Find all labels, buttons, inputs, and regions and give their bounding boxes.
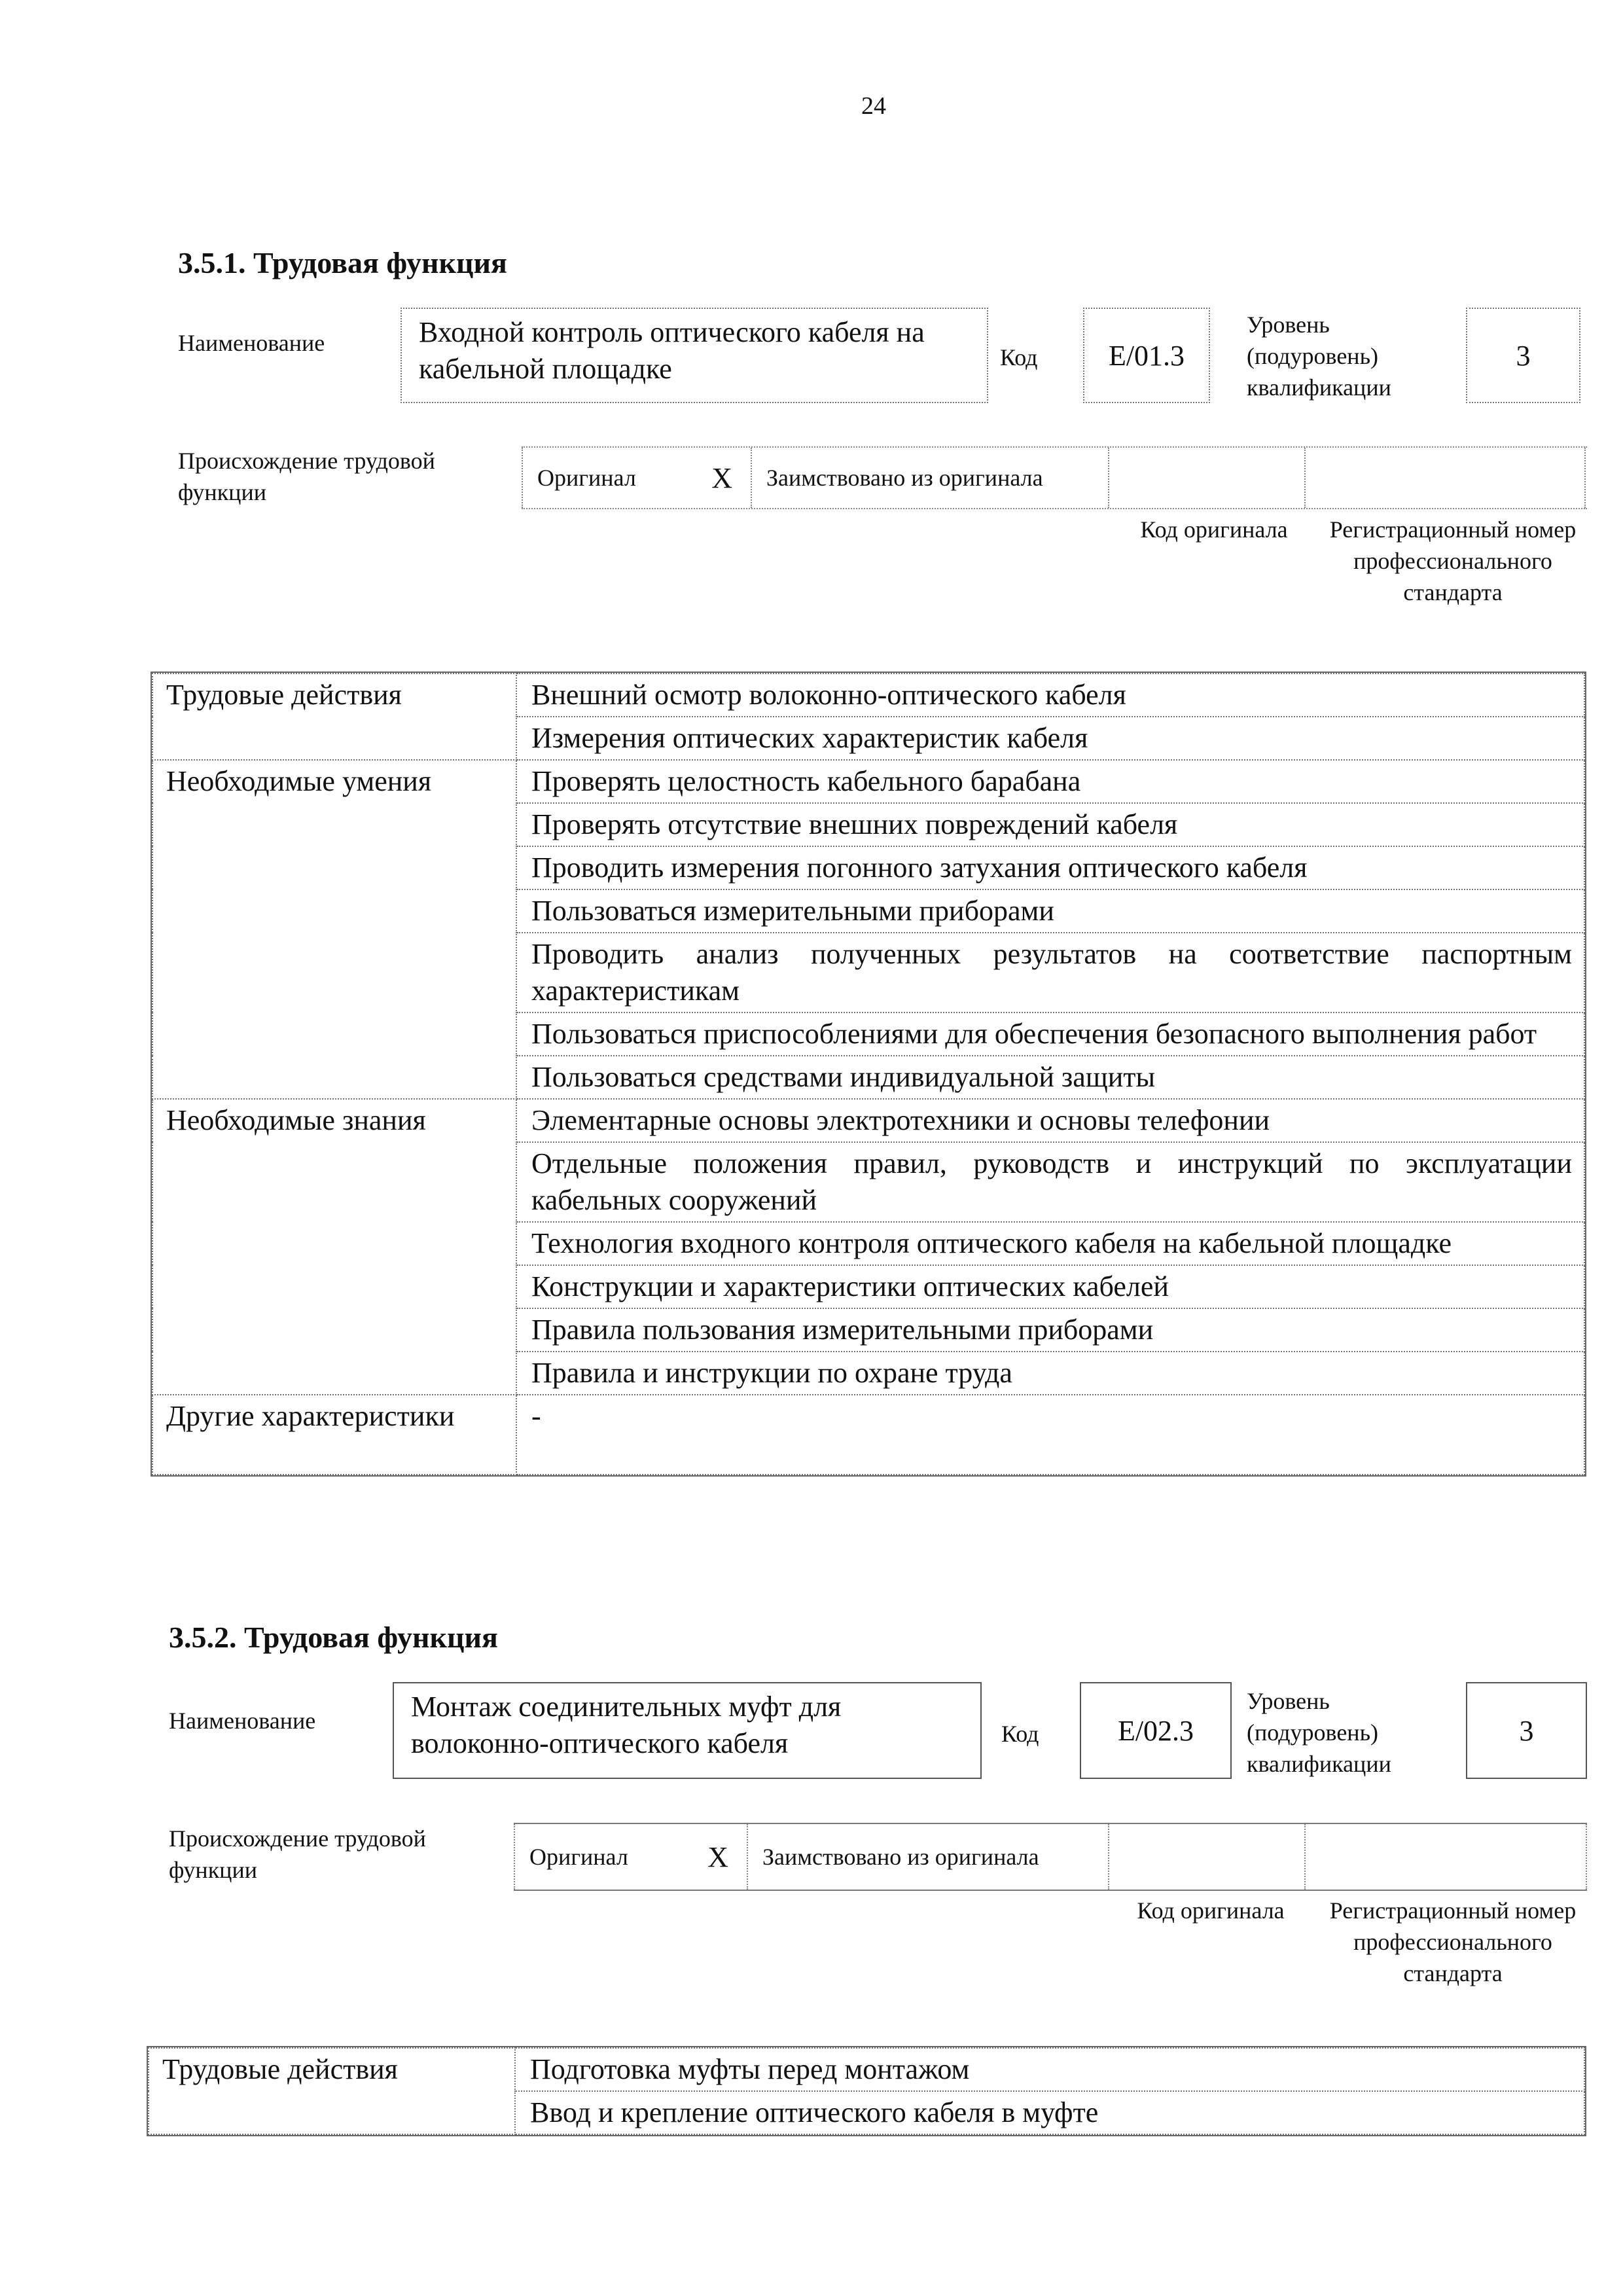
table-cell: Правила пользования измерительными приборами (516, 1308, 1584, 1352)
table-cell: Проводить анализ полученных результатов на соответствие паспортным характеристикам (516, 933, 1584, 1013)
origin-original-cell (522, 448, 752, 508)
table-cell: Правила и инструкции по охране труда (516, 1352, 1584, 1395)
requirements-table (152, 673, 1585, 1475)
origin-mark: X (707, 1840, 728, 1873)
table-cell: Проверять целостность кабельного барабана (516, 760, 1584, 803)
origin-original: Оригинал (537, 465, 636, 491)
qualification-field (1466, 308, 1580, 403)
origin-code-caption: Код оригинала (1137, 1897, 1285, 1924)
group-heading: Трудовые действия (152, 673, 516, 760)
code-label: Код (1000, 344, 1038, 370)
origin-code-cell (1109, 1824, 1306, 1890)
table-cell: - (516, 1395, 1584, 1475)
group-heading: Трудовые действия (149, 2048, 515, 2134)
origin-row (514, 1823, 1587, 1891)
table-cell: Измерения оптических характеристик кабеля (516, 717, 1584, 760)
table-cell: Конструкции и характеристики оптических кабелей (516, 1265, 1584, 1308)
group-heading: Необходимые знания (152, 1099, 516, 1395)
origin-reg-caption: Регистрационный номер профессионального стандарта (1329, 516, 1577, 605)
qualification-field (1466, 1682, 1587, 1779)
section-title: 3.5.2. Трудовая функция (169, 1621, 498, 1654)
table-cell: Подготовка муфты перед монтажом (515, 2048, 1584, 2091)
table-cell: Пользоваться измерительными приборами (516, 889, 1584, 933)
requirements-table (148, 2047, 1585, 2135)
table-cell: Ввод и крепление оптического кабеля в муфте (515, 2091, 1584, 2134)
origin-reg-cell (1306, 448, 1586, 508)
name-value: Входной контроль оптического кабеля на кабельной площадке (419, 316, 925, 385)
origin-original-cell (514, 1824, 748, 1890)
code-value: E/02.3 (1117, 1714, 1194, 1747)
code-value: E/01.3 (1108, 339, 1185, 372)
group-heading: Необходимые умения (152, 760, 516, 1099)
name-label: Наименование (169, 1708, 316, 1734)
table-row (152, 1395, 1584, 1475)
table-cell: Пользоваться средствами индивидуальной защиты (516, 1056, 1584, 1099)
page-number: 24 (861, 92, 886, 120)
origin-code-caption: Код оригинала (1140, 516, 1288, 543)
table-cell: Отдельные положения правил, руководств и инструкций по эксплуатации кабельных сооружений (516, 1142, 1584, 1222)
qualification-value: 3 (1519, 1714, 1534, 1747)
origin-reg-caption: Регистрационный номер профессионального стандарта (1329, 1897, 1577, 1986)
table-cell: Проводить измерения погонного затухания оптического кабеля (516, 846, 1584, 889)
origin-borrowed-cell (752, 448, 1109, 508)
name-label: Наименование (178, 330, 325, 356)
origin-reg-cell (1306, 1824, 1587, 1890)
table-row (152, 1099, 1584, 1142)
qualification-label: Уровень (подуровень) квалификации (1247, 312, 1391, 401)
table-cell: Элементарные основы электротехники и основы телефонии (516, 1099, 1584, 1142)
qualification-label: Уровень (подуровень) квалификации (1247, 1688, 1391, 1777)
table-row (152, 673, 1584, 717)
origin-borrowed: Заимствовано из оригинала (766, 465, 1043, 491)
origin-code-cell (1109, 448, 1306, 508)
code-field (1080, 1682, 1232, 1779)
name-field (401, 308, 988, 403)
table-cell: Внешний осмотр волоконно-оптического кабеля (516, 673, 1584, 717)
group-heading: Другие характеристики (152, 1395, 516, 1475)
qualification-value: 3 (1516, 339, 1531, 372)
name-value: Монтаж соединительных муфт для волоконно-оптического кабеля (411, 1691, 842, 1759)
table-cell: Пользоваться приспособлениями для обеспечения безопасного выполнения работ (516, 1013, 1584, 1056)
origin-label: Происхождение трудовой функции (178, 448, 435, 505)
table-row (149, 2048, 1584, 2091)
origin-row (522, 446, 1587, 509)
name-field (393, 1682, 982, 1779)
origin-borrowed-cell (748, 1824, 1109, 1890)
table-row (152, 760, 1584, 803)
table-cell: Проверять отсутствие внешних повреждений кабеля (516, 803, 1584, 846)
section-title: 3.5.1. Трудовая функция (178, 246, 507, 279)
origin-borrowed: Заимствовано из оригинала (762, 1844, 1039, 1870)
code-label: Код (1001, 1721, 1039, 1747)
origin-original: Оригинал (529, 1844, 628, 1870)
origin-mark: X (711, 461, 732, 494)
table-cell: Технология входного контроля оптического кабеля на кабельной площадке (516, 1222, 1584, 1265)
origin-label: Происхождение трудовой функции (169, 1825, 426, 1883)
code-field (1083, 308, 1210, 403)
